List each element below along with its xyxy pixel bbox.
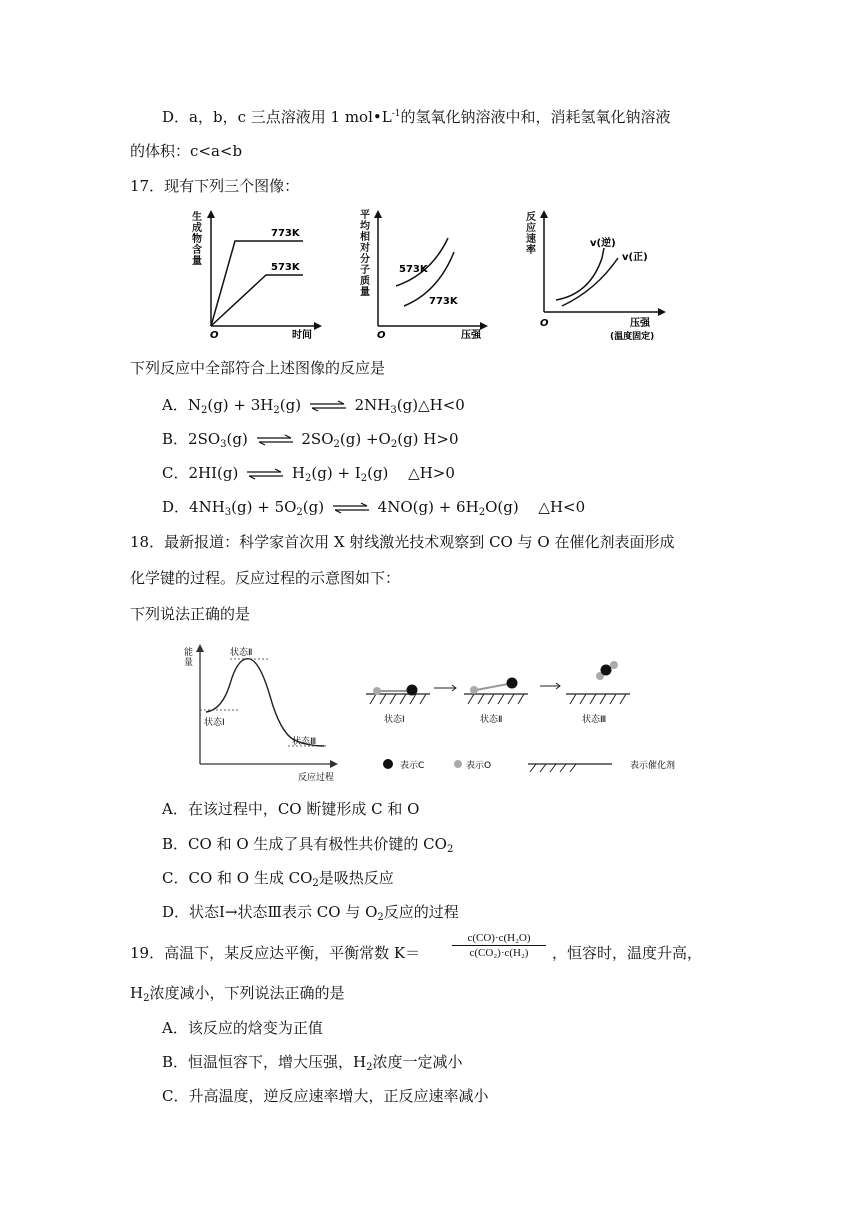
graph3-xlabel-note: (温度固定)	[610, 332, 655, 342]
energy-state2-label: 状态Ⅱ	[230, 648, 253, 658]
arrow-right-icon	[434, 685, 456, 691]
schematic-state3-label: 状态Ⅲ	[582, 715, 607, 725]
graph1-ylabel: 生成物含量	[192, 212, 202, 267]
schematic-state1	[366, 685, 430, 726]
graph3-xlabel: 压强	[630, 318, 650, 329]
equilibrium-arrow-icon	[331, 502, 371, 514]
q18-option-d: D．状态Ⅰ→状态Ⅲ表示 CO 与 $O_2$反应的过程	[162, 903, 459, 923]
legend-o-label: 表示O	[466, 761, 492, 771]
legend-c-label: 表示C	[400, 761, 425, 771]
q17-option-c: C．2HI(g) $H_2(g) + I_2(g)$ △H>0	[162, 464, 455, 484]
graph2-label-773k: 773K	[429, 296, 458, 307]
equilibrium-arrow-icon	[255, 434, 295, 446]
graph1-label-573k: 573K	[271, 262, 300, 273]
q17-graph2	[356, 208, 496, 340]
graph3-origin: O	[540, 318, 549, 329]
q18-option-c: C．CO 和 O 生成 $CO_2$是吸热反应	[162, 869, 394, 889]
graph1-origin: O	[210, 330, 219, 340]
graph3-label-vrev: v(逆)	[590, 238, 616, 249]
energy-xlabel: 反应过程	[298, 773, 335, 783]
graph2-label-573k: 573K	[399, 264, 428, 275]
q18-stem-line2: 化学键的过程。反应过程的示意图如下：	[130, 569, 401, 587]
q18-energy-diagram	[178, 640, 348, 786]
legend-catalyst-icon	[528, 764, 612, 772]
schematic-state1-label: 状态Ⅰ	[384, 715, 405, 725]
energy-state3-label: 状态Ⅲ	[292, 737, 317, 747]
schematic-state3	[566, 661, 630, 725]
q18-schematic	[360, 650, 700, 780]
q16-option-d-line2: 的体积：c<a<b	[130, 142, 243, 160]
graph2-origin: O	[377, 330, 386, 340]
fraction-numerator: c(CO)·c(H₂O)	[452, 932, 546, 946]
legend-c-icon	[383, 759, 393, 769]
energy-state1-label: 状态Ⅰ	[204, 718, 225, 728]
fraction-denominator: c(CO₂)·c(H₂)	[469, 947, 529, 959]
arrow-right-icon	[540, 683, 560, 689]
q19-option-c: C．升高温度，逆反应速率增大，正反应速率减小	[162, 1087, 489, 1105]
energy-ylabel: 能量	[184, 648, 194, 668]
q19-stem-a: 19．高温下，某反应达平衡，平衡常数 K＝	[130, 944, 421, 962]
q19-option-b: B．恒温恒容下，增大压强，$H_2$浓度一定减小	[162, 1053, 463, 1073]
q17-option-d: D．$4NH_3(g) + 5O_2(g) 4NO(g) + 6H_2O(g)$ △H<0	[162, 498, 586, 518]
graph2-xlabel: 压强	[461, 330, 481, 340]
schematic-state2	[464, 678, 528, 726]
q17-option-a: A．$N_2(g) + 3H_2(g)$ $2NH_3(g)\triangle H<0$	[162, 396, 465, 416]
q19-stem-b: ，恒容时，温度升高，	[552, 944, 703, 962]
legend-o-icon	[454, 760, 462, 768]
graph1-label-773k: 773K	[271, 228, 300, 239]
graph2-ylabel: 平均相对分子质量	[360, 210, 370, 298]
q17-graph1	[188, 208, 328, 340]
equilibrium-arrow-icon	[308, 400, 348, 412]
schematic-state2-label: 状态Ⅱ	[480, 715, 503, 725]
q17-option-b: B．$2SO_3(g)$ $2SO_2(g) +O_2(g)$ H>0	[162, 430, 459, 450]
graph3-ylabel: 反应速率	[526, 212, 536, 256]
q18-prompt: 下列说法正确的是	[130, 605, 251, 623]
q17-graph3	[522, 208, 682, 348]
graph3-label-vfwd: v(正)	[622, 252, 648, 263]
equilibrium-arrow-icon	[245, 468, 285, 480]
q18-option-a: A．在该过程中，CO 断键形成 C 和 O	[162, 800, 420, 818]
q18-stem-line1: 18．最新报道：科学家首次用 X 射线激光技术观察到 CO 与 O 在催化剂表面形成	[130, 533, 675, 551]
q19-option-a: A．该反应的焓变为正值	[162, 1019, 323, 1037]
q18-option-b: B．CO 和 O 生成了具有极性共价键的 $CO_2$	[162, 835, 454, 855]
graph1-xlabel: 时间	[292, 330, 312, 340]
q16-option-d-line1: D．a，b，c 三点溶液用 1 $mol•L^{-1}$的氢氧化钠溶液中和，消耗氢氧化钠溶液	[162, 108, 671, 126]
q17-prompt: 下列反应中全部符合上述图像的反应是	[130, 359, 386, 377]
q17-stem: 17．现有下列三个图像：	[130, 177, 300, 195]
equilibrium-constant-fraction	[452, 932, 546, 959]
legend-catalyst-label: 表示催化剂	[630, 761, 676, 771]
q19-line2: $H_2$浓度减小，下列说法正确的是	[130, 984, 345, 1004]
